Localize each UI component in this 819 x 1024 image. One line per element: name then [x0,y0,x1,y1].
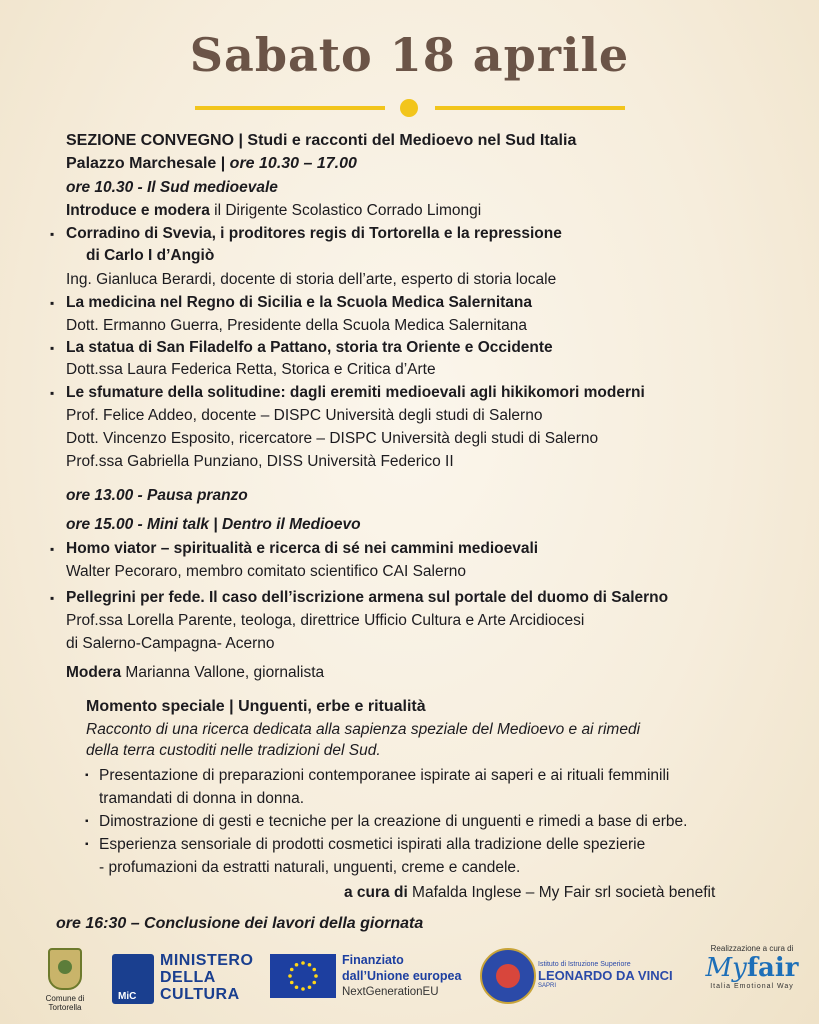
mf-wordmark [692,953,812,983]
ldv-place: SAPRI [538,983,557,989]
crest-icon [48,948,82,990]
eu-star-icon [288,974,292,978]
talk4-speaker2: Dott. Vincenzo Esposito, ricercatore – DISPC Università degli studi di Salerno [66,430,599,447]
special-item1-cont: tramandati di donna in donna. [99,790,305,807]
special-title: Momento speciale | Unguenti, erbe e ritualità [86,698,426,715]
eu-line2: dall’Unione europea [342,969,462,983]
intro-line [66,201,481,221]
venue: Palazzo Marchesale | [66,155,230,172]
special-item1: ▪ Presentazione di preparazioni contemporanee ispirate ai saperi e ai rituali femminili [99,766,669,786]
mic-badge-text: MiC [118,991,137,1002]
eu-star-icon [290,981,294,985]
mf-top: Realizzazione a cura di [710,944,794,953]
talk5-speaker: Walter Pecoraro, membro comitato scientifico CAI Salerno [66,563,466,580]
mf-fair: fair [746,953,799,983]
ministero-cultura-logo [112,952,260,1008]
talk3-title: ▪ La statua di San Filadelfo a Pattano, storia tra Oriente e Occidente [66,338,553,358]
lunch-break: ore 13.00 - Pausa pranzo [66,487,248,504]
closing-line: ore 16:30 – Conclusione dei lavori della giornata [56,915,424,932]
talk1-speaker: Ing. Gianluca Berardi, docente di storia dell’arte, esperto di storia locale [66,271,557,288]
logo-strip [0,944,819,1024]
curator-line [344,883,715,903]
divider-right [435,106,625,110]
talk6-speaker-cont: di Salerno-Campagna- Acerno [66,635,275,652]
mf-my: My [705,953,747,983]
session1-heading: ore 10.30 - Il Sud medioevale [66,179,278,196]
divider-dot [400,99,418,117]
mic-line1: MINISTERO [160,952,254,969]
talk6-speaker: Prof.ssa Lorella Parente, teologa, direttrice Ufficio Cultura e Arte Arcidiocesi [66,612,585,629]
mic-badge-icon [112,954,154,1004]
special-desc-cont: della terra custoditi nelle tradizioni del Sud. [86,742,381,759]
talk4-speaker3: Prof.ssa Gabriella Punziano, DISS Università Federico II [66,453,454,470]
talk3-speaker: Dott.ssa Laura Federica Retta, Storica e Critica d’Arte [66,361,436,378]
talk5-title: ▪ Homo viator – spiritualità e ricerca di sé nei cammini medioevali [66,539,538,559]
leonardo-da-vinci-logo [480,948,690,1008]
special-item2: ▪ Dimostrazione di gesti e tecniche per la creazione di unguenti e rimedi a base di erbe. [99,812,687,832]
mf-tagline: Italia Emotional Way [710,983,794,990]
mic-line2: DELLA [160,969,216,986]
talk2-title: ▪ La medicina nel Regno di Sicilia e la Scuola Medica Salernitana [66,293,532,313]
page-title: Sabato 18 aprile [189,28,630,82]
session2-heading: ore 15.00 - Mini talk | Dentro il Medioevo [66,516,361,533]
divider-left [195,106,385,110]
talk1-title: ▪ Corradino di Svevia, i proditores regis di Tortorella e la repressione [66,224,562,244]
moderator-name: Marianna Vallone, giornalista [121,664,325,681]
ldv-name: LEONARDO DA VINCI [538,968,673,983]
eu-star-icon [308,985,312,989]
mic-text [160,952,253,1003]
talk4-speaker1: Prof. Felice Addeo, docente – DISPC Università degli studi di Salerno [66,407,543,424]
eu-flag-icon [270,954,336,998]
ldv-seal-icon [480,948,536,1004]
title-divider [195,95,625,121]
venue-time: ore 10.30 – 17.00 [229,155,357,172]
eu-line1: Finanziato [342,953,404,967]
special-desc: Racconto di una ricerca dedicata alla sapienza speziale del Medioevo e ai rimedi [86,721,641,738]
eu-star-icon [314,974,318,978]
intro-text: il Dirigente Scolastico Corrado Limongi [209,202,482,219]
moderator-label: Modera [66,664,122,681]
curator-name: Mafalda Inglese – My Fair srl società benefit [407,884,716,901]
eu-star-icon [312,968,316,972]
eu-star-icon [312,981,316,985]
special-item3: ▪ Esperienza sensoriale di prodotti cosmetici ispirati alla tradizione delle spezierie [99,835,645,855]
talk2-speaker: Dott. Ermanno Guerra, Presidente della Scuola Medica Salernitana [66,317,527,334]
convegno-header: SEZIONE CONVEGNO | Studi e racconti del Medioevo nel Sud Italia [66,132,577,149]
ldv-sub: Istituto di Istruzione Superiore [538,961,631,968]
eu-star-icon [301,961,305,965]
curator-label: a cura di [344,884,408,901]
eu-line3: NextGenerationEU [342,986,439,998]
comune-logo [30,948,100,1012]
ldv-text [538,960,673,989]
eu-star-icon [290,968,294,972]
eu-star-icon [295,963,299,967]
eu-logo [270,952,480,1008]
convegno-venue-line [66,154,357,174]
moderator-line [66,663,324,683]
eu-text [342,952,461,1000]
eu-star-icon [308,963,312,967]
talk1-title-cont: di Carlo I d’Angiò [86,247,215,264]
talk4-title: ▪ Le sfumature della solitudine: dagli eremiti medioevali agli hikikomori moderni [66,383,645,403]
comune-label: Comune di Tortorella [45,994,85,1012]
special-item3-cont: - profumazioni da estratti naturali, unguenti, creme e candele. [99,859,521,876]
myfair-logo [692,944,812,1010]
eu-star-icon [301,987,305,991]
intro-label: Introduce e modera [66,202,210,219]
talk6-title: ▪ Pellegrini per fede. Il caso dell’iscrizione armena sul portale del duomo di Salerno [66,588,668,608]
mic-line3: CULTURA [160,986,240,1003]
eu-star-icon [295,985,299,989]
